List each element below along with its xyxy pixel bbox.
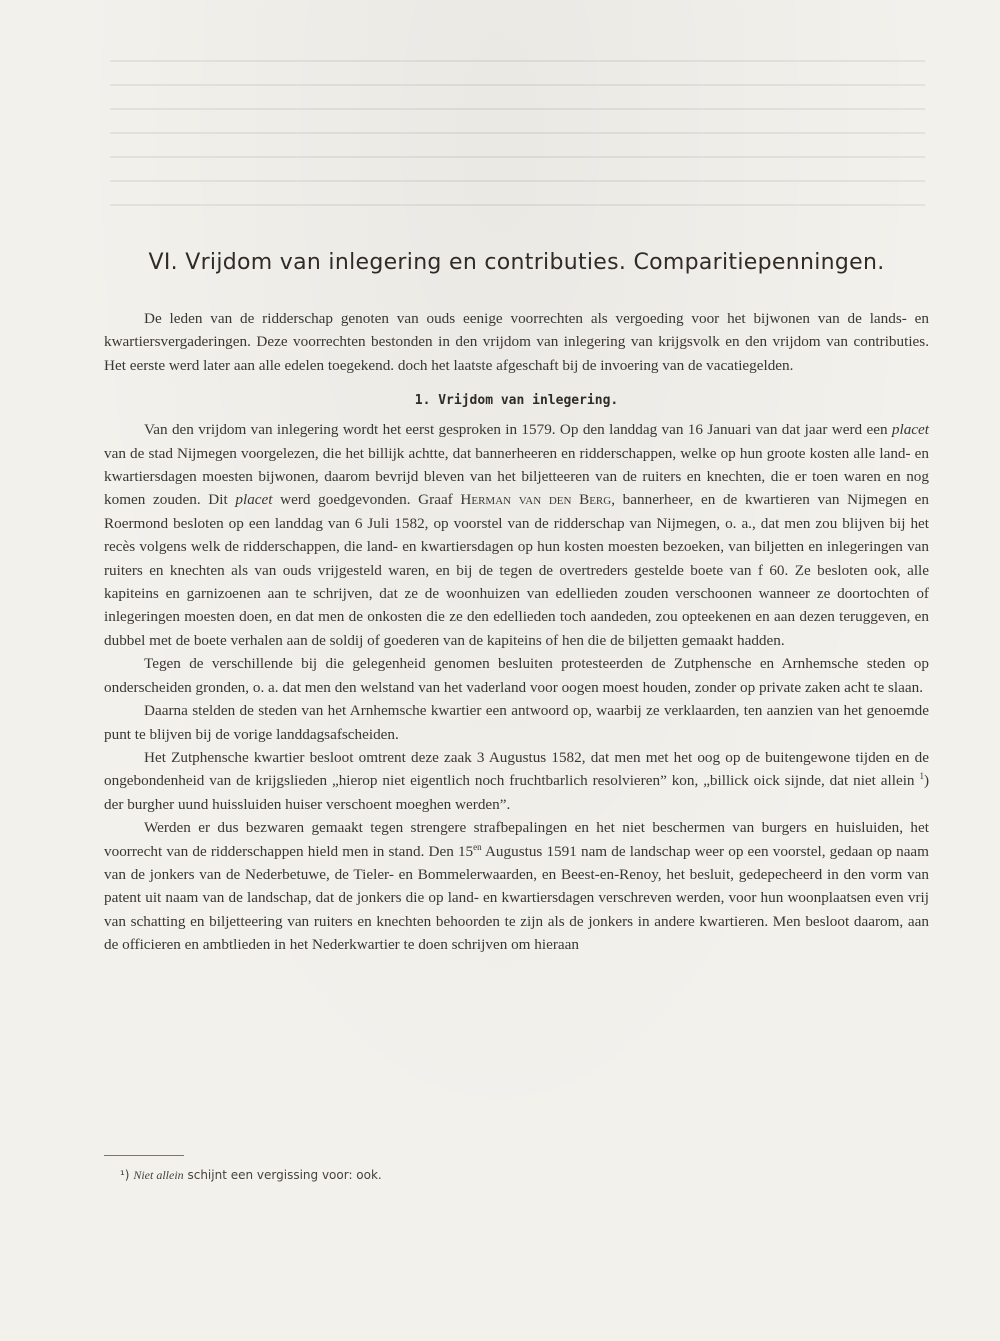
paragraph-3: Daarna stelden de steden van het Arnhemsche kwartier een antwoord op, waarbij ze verklaarden, ten aanzien van het genoemde punt te blijven bij de vorige landdagsafscheiden. [104, 702, 929, 743]
chapter-title: VI. Vrijdom van inlegering en contributies. Comparitiepenningen. [148, 250, 885, 275]
person-name: Herman van den Berg [460, 491, 612, 509]
footnote-reference: 1 [919, 771, 924, 782]
intro-paragraph: De leden van de ridderschap genoten van ouds eenige voorrechten als vergoeding voor het bijwonen van de lands- en kwartiersvergaderingen. Deze voorrechten bestonden in den vrijdom van inlegering van krijgsvolk en den vrijdom van contributies. Het eerste werd later aan alle edelen toegekend. doch het laatste afgeschaft bij de invoering van de vacatiegelden. [104, 310, 929, 374]
footnote: ¹) Niet allein schijnt een vergissing voor: ook. [120, 1168, 382, 1182]
paragraph-5: Werden er dus bezwaren gemaakt tegen strengere strafbepalingen en het niet beschermen van burgers en huisluiden, het voorrecht van de ridderschappen hield men in stand. Den $15^{en}$ Augustus 1591 nam de landschap weer op een voorstel, gedaan op naam van de jonkers van de Nederbetuwe, de Tieler- en Bommelerwaarden, en Beest-en-Renoy, het besluit, gedepecheerd in den vorm van patent uit naam van de landschap, dat de jonkers die op land- en kwartiersdagen verschreven werden, voor hun woonplaatsen even vrij van schatting en biljetteering van ruiters en knechten behoorden te zijn als de jonkers in andere kwartieren. Men besloot daarom, aan de officieren en ambtlieden in het Nederkwartier te doen schrijven om hieraan [104, 819, 929, 954]
paragraph-4: Het Zutphensche kwartier besloot omtrent deze zaak 3 Augustus 1582, dat men met het oog op de buitengewone tijden en de ongebondenheid van de krijgslieden „hierop niet eigentlich noch fruchtbarlich resolvieren” kon, „billick oick sijnde, dat niet allein $^1$) der burgher uund huissluiden huiser verschoent moeghen werden”. [104, 748, 929, 813]
paragraph-2: Tegen de verschillende bij die gelegenheid genomen besluiten protesteerden de Zutphensche en Arnhemsche steden op onderscheiden gronden, o. a. dat men den welstand van het vaderland voor oogen moest houden, zonder op private zaken acht te slaan. [104, 655, 929, 696]
footnote-divider [104, 1155, 184, 1156]
bleed-through-text [110, 60, 925, 235]
main-content [104, 250, 929, 957]
section-heading: 1. Vrijdom van inlegering. [414, 393, 619, 409]
paragraph-1: Van den vrijdom van inlegering wordt het eerst gesproken in 1579. Op den landdag van 16 Januari van dat jaar werd een placet van de stad Nijmegen voorgelezen, die het billijk achtte, dat bannerheeren en ridderschappen, welke op hun groote kosten alle land- en kwartiersdagen moesten bijwonen, daarom bevrijd bleven van het biljetteeren van de ruiters en knechten, die er toen waren en nog komen zouden. Dit placet werd goedgevonden. Graaf Herman van den Berg, bannerheer, en de kwartieren van Nijmegen en Roermond besloten op een landdag van 6 Juli 1582, op voorstel van de ridderschap van Nijmegen, o. a., dat men zou blijven bij het recès volgens welk de ridderschappen, die land- en kwartiersdagen op hun kosten moesten bezoeken, van biljetten en inlegeringen van ruiters en knechten als van ouds vrijgesteld waren, en bij de tegen de overtreders gestelde boete van f 60. Ze besloten ook, alle kapiteins en garnizoenen aan te schrijven, dat ze de woonhuizen van edellieden zouden verschoonen wanneer ze doortochten of inlegeringen moesten doen, en dat men de onkosten die ze den edellieden toch aandeden, zou opteekenen en aan dezen teruggeven, en dubbel met de boete verhalen aan de soldij of goederen van de kapiteins of hen die de biljetten gemaakt hadden. [104, 421, 929, 649]
